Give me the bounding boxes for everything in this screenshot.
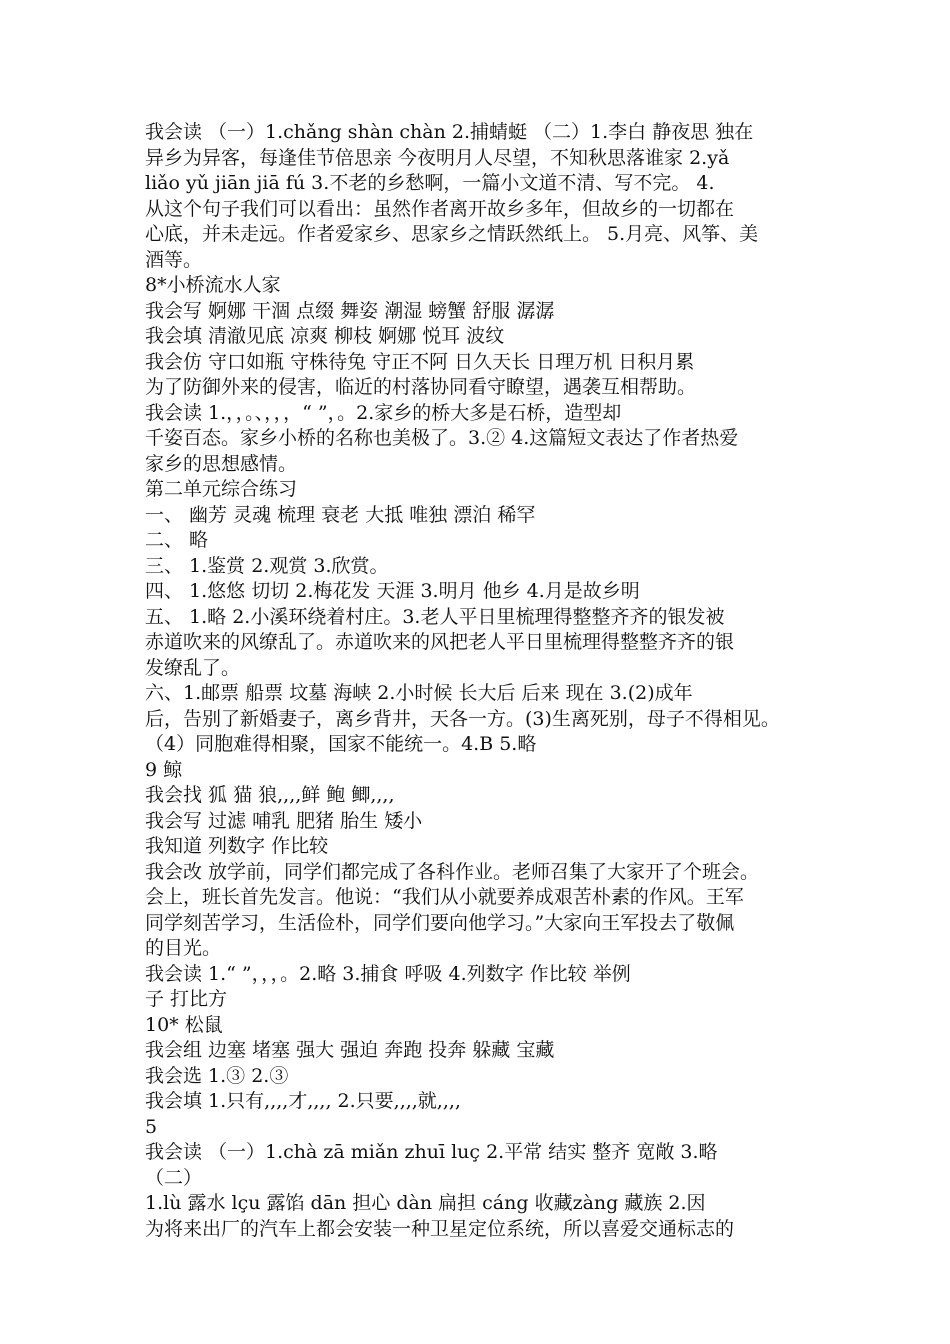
text-line: 一、 幽芳 灵魂 梳理 衰老 大抵 唯独 漂泊 稀罕 [145, 503, 536, 526]
text-line: 我会读 1.“ ”，，，。2.略 3.捕食 呼吸 4.列数字 作比较 举例 [145, 962, 631, 985]
text-line: 我知道 列数字 作比较 [145, 835, 329, 857]
text-line: 8*小桥流水人家 [145, 274, 281, 296]
text-line: 我会写 过滤 哺乳 肥猪 胎生 矮小 [145, 809, 423, 832]
text-line: （二） [145, 1166, 203, 1189]
text-line: 10* 松鼠 [145, 1013, 223, 1036]
text-line: 我会仿 守口如瓶 守株待兔 守正不阿 日久天长 日理万机 日积月累 [145, 350, 695, 373]
text-line: 二、 略 [145, 529, 209, 551]
text-line: 心底，并未走远。作者爱家乡、思家乡之情跃然纸上。 5.月亮、风筝、美 [145, 223, 759, 245]
text-line: 后，告别了新婚妻子，离乡背井，天各一方。(3)生离死别，母子不得相见。 [145, 707, 780, 730]
text-line: 的目光。 [145, 937, 222, 959]
text-line: 我会读 （一）1.chà zā miǎn zhuī luç 2.平常 结实 整齐 宽敞 3.略 [145, 1141, 718, 1163]
text-line: 9 鲸 [145, 758, 183, 781]
text-line: 异乡为异客，每逢佳节倍思亲 今夜明月人尽望，不知秋思落谁家 2.yǎ [145, 146, 730, 169]
text-line: 从这个句子我们可以看出：虽然作者离开故乡多年，但故乡的一切都在 [145, 197, 735, 220]
text-line: 我会找 狐 猫 狼,,,,鲜 鲍 鲫,,,, [145, 784, 395, 806]
text-line: 酒等。 [145, 248, 203, 271]
text-line: 五、 1.略 2.小溪环绕着村庄。3.老人平日里梳理得整整齐齐的银发被 [145, 605, 725, 628]
text-line: 会上，班长首先发言。他说：“我们从小就要养成艰苦朴素的作风。王军 [145, 886, 744, 908]
text-line: 我会组 边塞 堵塞 强大 强迫 奔跑 投奔 躲藏 宝藏 [145, 1039, 555, 1061]
text-line: 家乡的思想感情。 [145, 452, 298, 475]
text-line: 赤道吹来的风缭乱了。赤道吹来的风把老人平日里梳理得整整齐齐的银 [145, 631, 735, 653]
text-line: 为了防御外来的侵害，临近的村落协同看守瞭望，遇袭互相帮助。 [145, 376, 697, 398]
text-line: 5 [145, 1115, 158, 1138]
text-line: 我会填 清澈见底 凉爽 柳枝 婀娜 悦耳 波纹 [145, 325, 505, 347]
text-line: 四、 1.悠悠 切切 2.梅花发 天涯 3.明月 他乡 4.月是故乡明 [145, 580, 640, 602]
text-line: 我会填 1.只有,,,,才,,,, 2.只要,,,,就,,,, [145, 1090, 461, 1112]
text-line: 我会读 1.，，。、，，，“ ”，。2.家乡的桥大多是石桥，造型却 [145, 401, 622, 424]
text-line: 子 打比方 [145, 988, 228, 1010]
text-line: liǎo yǔ jiān jiā fú 3.不老的乡愁啊，一篇小文道不清、写不完。 4. [145, 172, 715, 194]
text-line: 第二单元综合练习 [145, 478, 298, 500]
text-line: （4）同胞难得相聚，国家不能统一。4.B 5.略 [145, 733, 537, 755]
text-line: 六、1.邮票 船票 坟墓 海峡 2.小时候 长大后 后来 现在 3.(2)成年 [145, 682, 693, 704]
document-page [145, 120, 835, 1242]
text-line: 为将来出厂的汽车上都会安装一种卫星定位系统，所以喜爱交通标志的 [145, 1217, 735, 1240]
text-line: 千姿百态。家乡小桥的名称也美极了。3.② 4.这篇短文表达了作者热爱 [145, 427, 739, 449]
text-line: 我会写 婀娜 干涸 点缀 舞姿 潮湿 螃蟹 舒服 潺潺 [145, 299, 555, 322]
text-line: 三、 1.鉴赏 2.观赏 3.欣赏。 [145, 554, 389, 577]
text-line: 我会改 放学前，同学们都完成了各科作业。老师召集了大家开了个班会。 [145, 860, 760, 883]
text-line: 发缭乱了。 [145, 656, 241, 679]
text-line: 同学刻苦学习，生活俭朴，同学们要向他学习。”大家向王军投去了敬佩 [145, 911, 735, 934]
text-line: 我会读 （一）1.chǎng shàn chàn 2.捕蜻蜓 （二）1.李白 静夜思 独在 [145, 121, 754, 143]
text-line: 1.lù 露水 lçu 露馅 dān 担心 dàn 扁担 cáng 收藏zàng 藏族 2.因 [145, 1192, 706, 1214]
text-line: 我会选 1.③ 2.③ [145, 1064, 289, 1087]
